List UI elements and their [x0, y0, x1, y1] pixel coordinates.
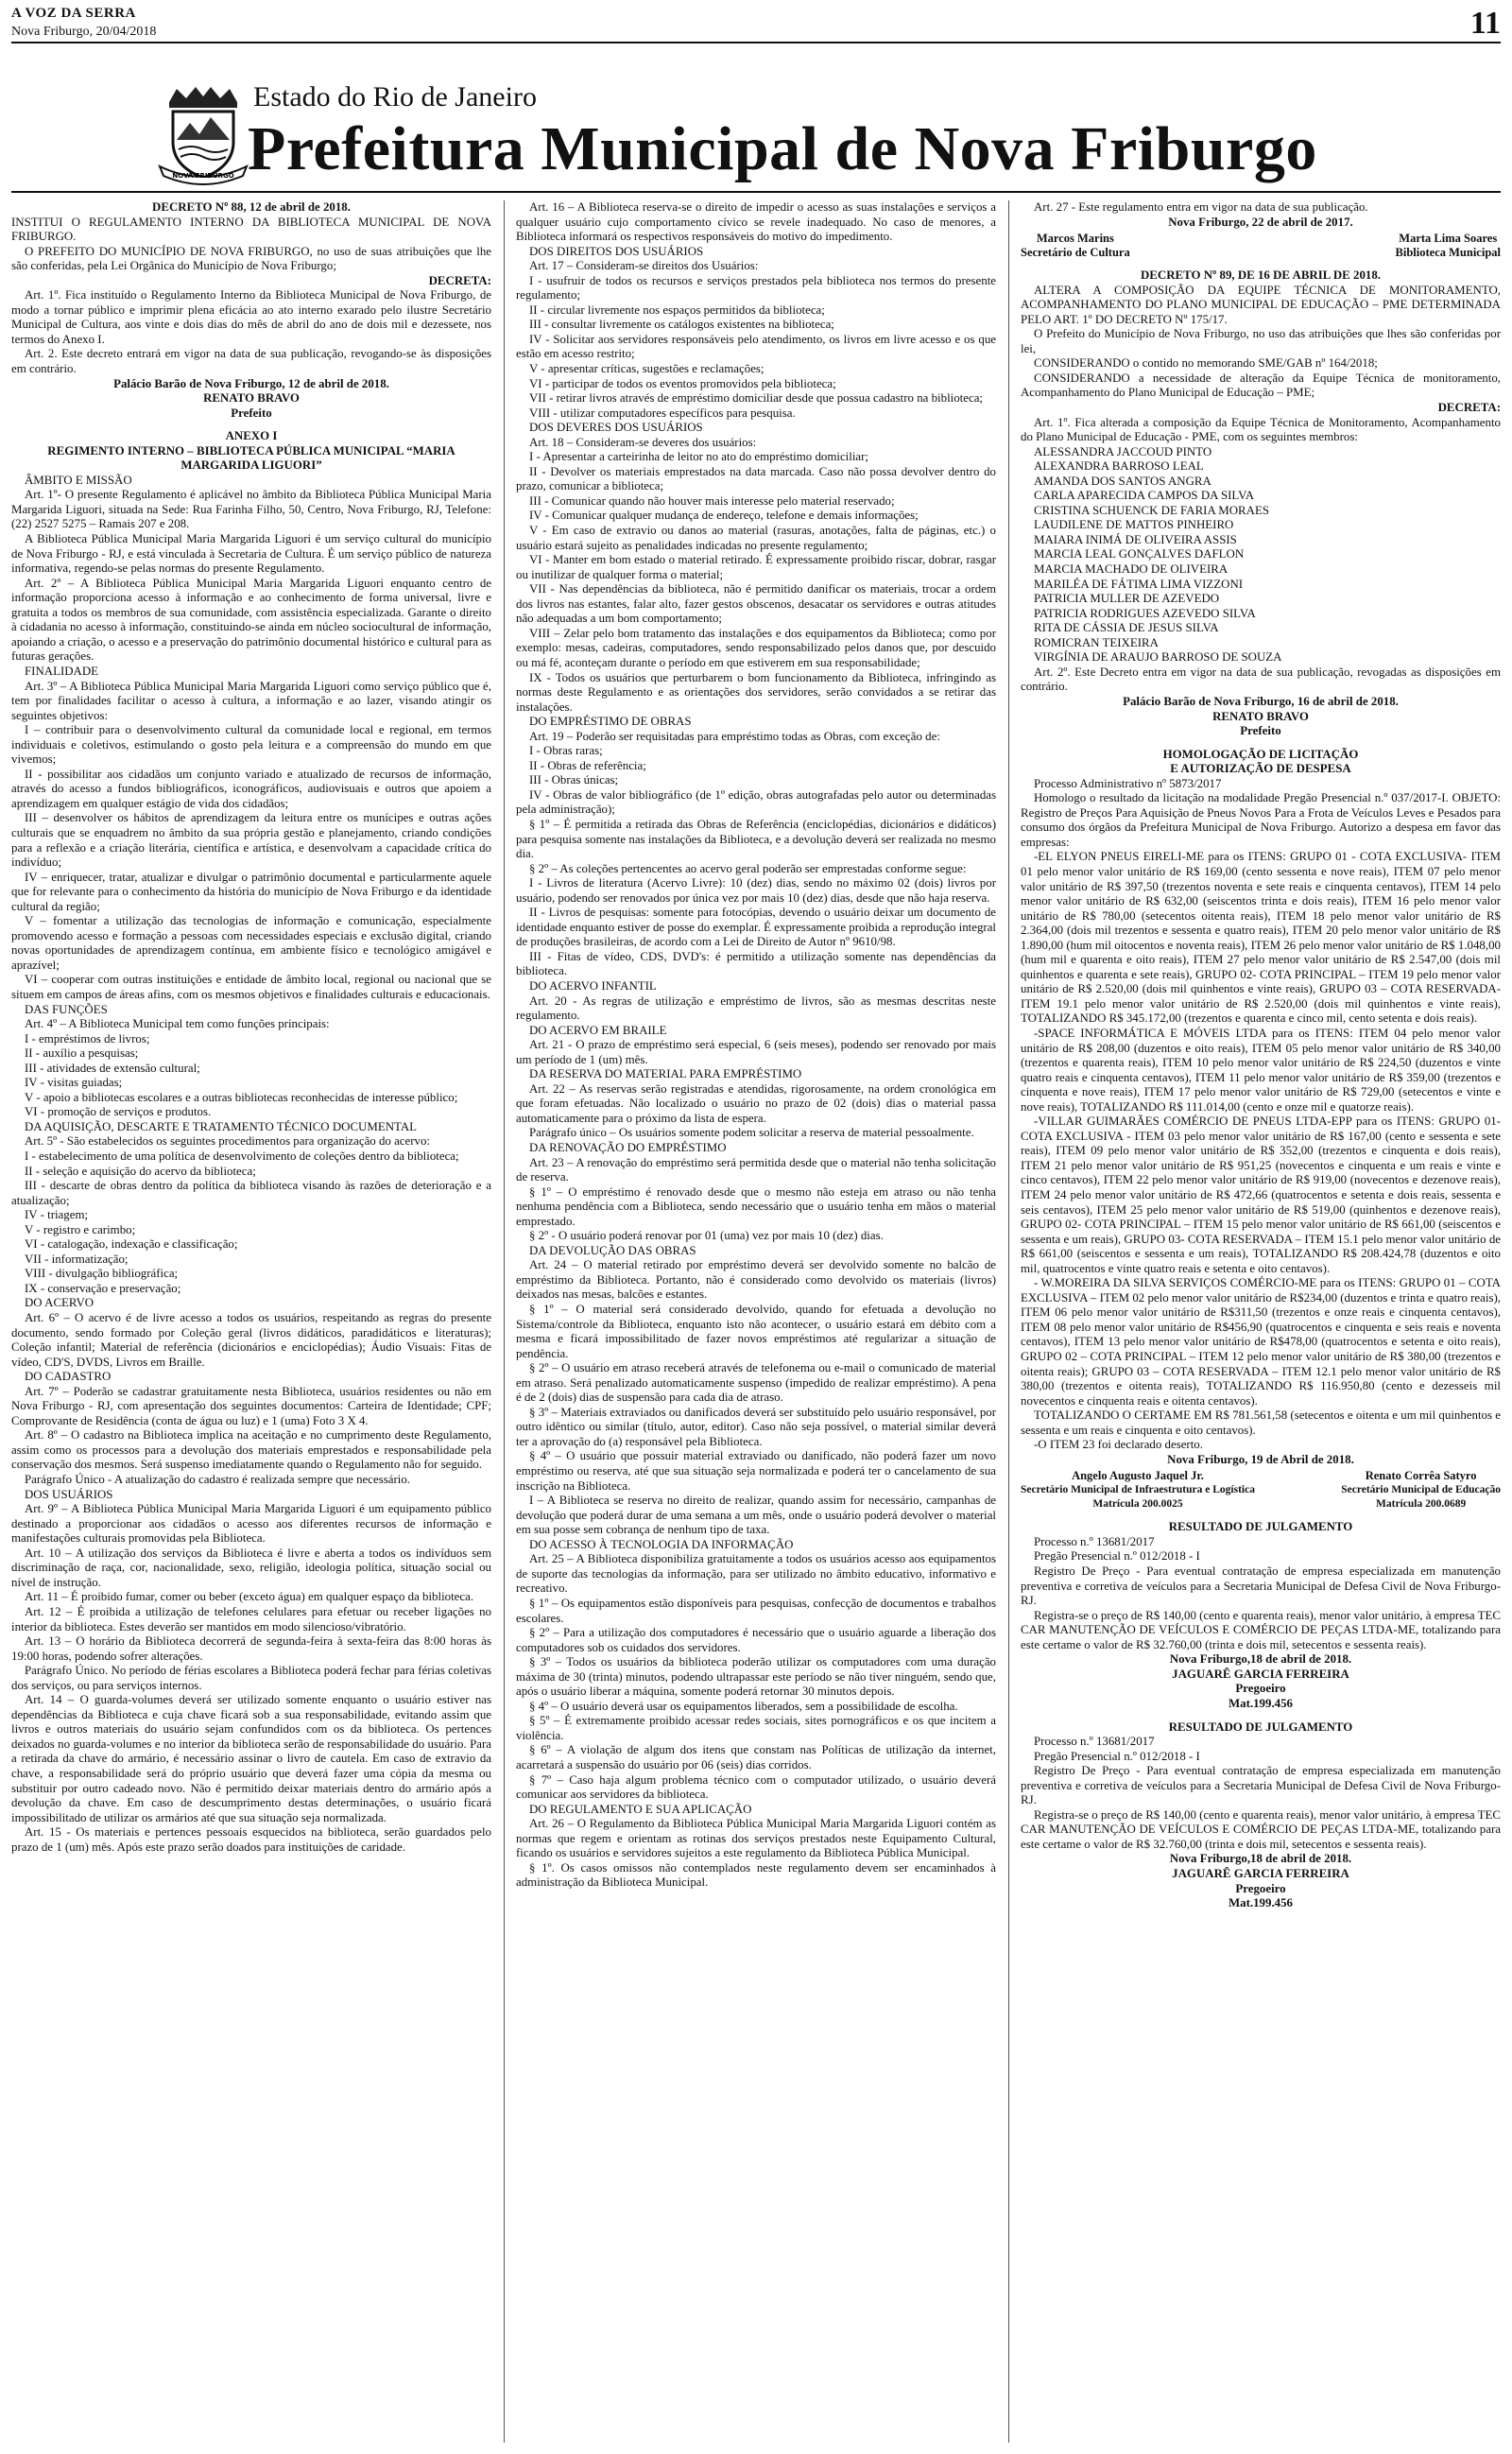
- column-divider: [1008, 200, 1009, 2443]
- section-heading: Nova Friburgo,18 de abril de 2018.: [1169, 1852, 1352, 1866]
- paragraph: IV - visitas guiadas;: [25, 1076, 123, 1090]
- paragraph: INSTITUI O REGULAMENTO INTERNO DA BIBLIOTECA MUNICIPAL DE NOVA FRIBURGO.: [11, 215, 491, 244]
- paragraph: IV - triagem;: [25, 1208, 89, 1222]
- masthead-title: Prefeitura Municipal de Nova Friburgo: [248, 114, 1317, 183]
- paragraph: VI - catalogação, indexação e classificação;: [25, 1237, 238, 1252]
- paragraph: § 3º – Todos os usuários da biblioteca poderão utilizar os computadores com uma duração máxima de 30 (trinta) minutos, podendo ultrapassar este período se não tiver ninguém, sendo que, após o usuário liberar a máquina, somente poderá retornar 30 minutos depois.: [516, 1655, 996, 1699]
- paragraph: III - descarte de obras dentro da política da biblioteca visando às razões de deterioração e a atualização;: [11, 1179, 491, 1207]
- section-heading: Mat.199.456: [1228, 1696, 1294, 1710]
- paragraph: II - Livros de pesquisas: somente para fotocópias, devendo o usuário deixar um documento de identidade enquanto estiver de posse do exemplar. É expressamente proibida a reprodução integral de produções brasileiras, de acordo com a Lei de Direito de Autor nº 9610/98.: [516, 906, 996, 949]
- masthead-rule: [11, 191, 1501, 193]
- paragraph: Art. 1º. Fica alterada a composição da Equipe Técnica de Monitoramento, Acompanhamento do Plano Municipal de Educação - PME, com os seguintes membros:: [1021, 415, 1501, 444]
- section-heading: REGIMENTO INTERNO – BIBLIOTECA PÚBLICA MUNICIPAL “MARIA MARGARIDA LIGUORI”: [47, 443, 455, 473]
- paragraph: CONSIDERANDO o contido no memorando SME/GAB nº 164/2018;: [1034, 356, 1378, 371]
- paragraph: I – A Biblioteca se reserva no direito de realizar, quando assim for necessário, campanhas de devolução que poderá durar de uma semana a um mês, onde o usuário poderá devolver o material em sua posse sem cobrança de nenhum tipo de taxa.: [516, 1494, 996, 1537]
- paragraph: Art. 26 – O Regulamento da Biblioteca Pública Municipal Maria Margarida Liguori contém as normas que regem e orientam as rotinas dos serviços prestados neste Equipamento Cultural, ficando os usuários e servidores sujeitos a este regulamento da Biblioteca Pública Municipal.: [516, 1817, 996, 1860]
- section-spacer: [1021, 1512, 1501, 1520]
- paragraph: - W.MOREIRA DA SILVA SERVIÇOS COMÉRCIO-ME para os ITENS: GRUPO 01 – COTA EXCLUSIVA – ITEM 02 pelo menor valor unitário de R$234,00 (duzentos e trinta e quatro reais), ITEM 06 pelo menor valor unitário de R$311,50 (trezentos e onze reais e cinquenta centavos), ITEM 08 pelo menor valor unitário de R$456,90 (quatrocentos e cinquenta e seis reais e noventa centavos), ITEM 13 pelo menor valor unitário de R$478,00 (quatrocentos e setenta e oito reais), GRUPO 02 – COTA PRINCIPAL – ITEM 12 pelo menor valor unitário de R$ 380,00 (trezentos e oitenta reais); GRUPO 03 – COTA RESERVADA – ITEM 12.1 pelo menor valor unitário de R$ 380,00 (trezentos e oitenta reais), TOTALIZANDO R$ 116.950,80 (cento e dezesseis mil novecentos e cinquenta reais e oitenta centavos).: [1021, 1276, 1501, 1408]
- section-heading: Nova Friburgo, 22 de abril de 2017.: [1168, 215, 1353, 229]
- paragraph: Registro De Preço - Para eventual contratação de empresa especializada em manutenção preventiva e corretiva de veículos para a Secretaria Municipal de Defesa Civil de Nova Friburgo- RJ.: [1021, 1764, 1501, 1807]
- paragraph: Processo n.º 13681/2017: [1034, 1534, 1155, 1548]
- paragraph: Art. 9º – A Biblioteca Pública Municipal Maria Margarida Liguori é um equipamento público destinado a proporcionar aos cidadãos o acesso aos diferentes recursos de informação e manifestações culturais promovidas pela Biblioteca.: [11, 1502, 491, 1546]
- paragraph: § 5º – É extremamente proibido acessar redes sociais, sites pornográficos e os que incitem a violência.: [516, 1714, 996, 1742]
- paragraph: Art. 14 – O guarda-volumes deverá ser utilizado somente enquanto o usuário estiver nas dependências da Biblioteca e cuja chave ficará sob a sua responsabilidade, evitando assim que livros e outros materiais do usuário sejam confundidos com os da biblioteca. Os pertences deixados no guarda-volumes e no interior da biblioteca serão de responsabilidade do usuário. Para a retirada da chave do armário, é necessário assinar o livro de cautela. Em caso de extravio da chave, a responsabilidade será do próprio usuário que deverá fazer uma cópia da mesma ou substituir por outro cadeado novo. Não é permitido deixar materiais dentro do armário após a devolução da chave. Em caso de descumprimento destas determinações, o usuário ficará impossibilitado de utilizar os armários até que sua situação seja normalizada.: [11, 1693, 491, 1824]
- section-spacer: [11, 421, 491, 429]
- paragraph: DA RENOVAÇÃO DO EMPRÉSTIMO: [529, 1141, 727, 1154]
- paragraph: § 2º - O usuário poderá renovar por 01 (uma) vez por mais 10 (dez) dias.: [529, 1229, 884, 1243]
- section-heading: RENATO BRAVO: [1212, 709, 1309, 723]
- paragraph: § 7º – Caso haja algum problema técnico com o computador utilizado, o usuário deverá comunicar aos servidores da biblioteca.: [516, 1772, 996, 1802]
- paragraph: DOS USUÁRIOS: [25, 1487, 113, 1501]
- paragraph: DO ACERVO INFANTIL: [529, 978, 657, 993]
- paragraph: ALEXANDRA BARROSO LEAL: [1034, 459, 1204, 474]
- signatory-role: Secretário Municipal de Infraestrutura e Logística: [1021, 1484, 1255, 1496]
- paragraph: II - circular livremente nos espaços permitidos da biblioteca;: [529, 302, 825, 317]
- paragraph: § 1º – O empréstimo é renovado desde que o mesmo não esteja em atraso ou não tenha nenhuma pendência com a Biblioteca, sendo necessário que o usuário tenha em mãos o material emprestado.: [516, 1184, 996, 1228]
- paragraph: § 1º – É permitida a retirada das Obras de Referência (enciclopédias, dicionários e didáticos) para pesquisa somente nas instalações da Biblioteca, e a devolução deverá ser realizada no mesmo dia.: [516, 817, 996, 861]
- paragraph: ROMICRAN TEIXEIRA: [1034, 635, 1159, 649]
- paragraph: Art. 19 – Poderão ser requisitadas para empréstimo todas as Obras, com exceção de:: [529, 729, 940, 743]
- paragraph: MAIARA INIMÁ DE OLIVEIRA ASSIS: [1034, 532, 1237, 546]
- paragraph: II - possibilitar aos cidadãos um conjunto variado e atualizado de recursos de informação, através do acesso a fundos bibliográficos, iconográficos, audiovisuais e outros que apoiem a aprendizagem em qualquer estágio de vida dos cidadãos;: [11, 767, 491, 810]
- paragraph: Art. 3º – A Biblioteca Pública Municipal Maria Margarida Liguori como serviço público que é, tem por finalidades facilitar o acesso à cultura, a informação e ao lazer, visando atingir os seguintes objetivos:: [11, 679, 491, 722]
- page-header: [11, 6, 1501, 43]
- paragraph: § 6º – A violação de algum dos itens que constam nas Políticas de utilização da internet, acarretará a suspensão do usuário por 06 (seis) dias corridos.: [516, 1743, 996, 1771]
- paragraph: DA RESERVA DO MATERIAL PARA EMPRÉSTIMO: [529, 1067, 802, 1081]
- paragraph: VI – cooperar com outras instituições e entidade de âmbito local, regional ou nacional que se situem em campos de áreas afins, com os mesmos objetivos e finalidades culturais e educacionais.: [11, 973, 491, 1001]
- paragraph: VII - informatização;: [25, 1252, 129, 1266]
- signatory-registration: Matrícula 200.0025: [1092, 1498, 1183, 1511]
- paragraph: DO ACESSO À TECNOLOGIA DA INFORMAÇÃO: [529, 1537, 794, 1551]
- paragraph: I - usufruir de todos os recursos e serviços prestados pela biblioteca nos termos do presente regulamento;: [516, 273, 996, 302]
- paragraph: § 2º – O usuário em atraso receberá através de telefonema ou e-mail o comunicado de material em atraso. Será penalizado automaticamente suspenso (impedido de realizar empréstimo). A pena é de 2 (dois) dias de suspensão para cada dia de atraso.: [516, 1361, 996, 1405]
- paragraph: O PREFEITO DO MUNICÍPIO DE NOVA FRIBURGO, no uso de suas atribuições que lhe são conferidas, pela Lei Orgânica do Município de Nova Friburgo;: [11, 244, 491, 273]
- paragraph: CARLA APARECIDA CAMPOS DA SILVA: [1034, 489, 1255, 503]
- paragraph: PATRICIA RODRIGUES AZEVEDO SILVA: [1034, 606, 1256, 620]
- paragraph: II - Obras de referência;: [529, 758, 646, 772]
- paragraph: § 1º – O material será considerado devolvido, quando for efetuada a devolução no Sistema/controle da Biblioteca, enquanto isto não acontecer, o usuário estará em débito com a mesma e ficará impossibilitado de fazer novos empréstimos até regularizar a situação de pendência.: [516, 1303, 996, 1360]
- paragraph: Art. 25 – A Biblioteca disponibiliza gratuitamente a todos os usuários acesso aos equipamentos de suporte das tecnologias da informação, para ser utilizado no âmbito educativo, informativo e recreativo.: [516, 1552, 996, 1596]
- paragraph: III - Comunicar quando não houver mais interesse pelo material reservado;: [529, 493, 895, 508]
- paragraph: ALTERA A COMPOSIÇÃO DA EQUIPE TÉCNICA DE MONITORAMENTO, ACOMPANHAMENTO DO PLANO MUNICIPAL DE EDUCAÇÃO – PME DETERMINADA PELO ART. 1º DO DECRETO Nº 175/17.: [1021, 283, 1501, 326]
- paragraph: III - consultar livremente os catálogos existentes na biblioteca;: [529, 318, 834, 332]
- paragraph: VIII - utilizar computadores específicos para pesquisa.: [529, 406, 796, 420]
- paragraph: Art. 1º. Fica instituído o Regulamento Interno da Biblioteca Municipal de Nova Friburgo, de modo a tornar público e imprimir plena eficácia ao ato interno exarado pelo ilustre Secretário Municipal de Cultura, aos vinte e dois dias do mês de abril do ano de dois mil e dezessete, nos termos do Anexo I.: [11, 288, 491, 346]
- paragraph: III - atividades de extensão cultural;: [25, 1061, 200, 1075]
- paragraph: VI - promoção de serviços e produtos.: [25, 1105, 212, 1119]
- section-spacer: [1021, 260, 1501, 268]
- paragraph: DAS FUNÇÕES: [25, 1002, 108, 1016]
- paragraph: Art. 6º – O acervo é de livre acesso a todos os usuários, respeitando as regras do presente documento, sendo formado por Coleção geral (livros didáticos, paradidáticos e literaturas); Coleção infantil; Material de referência (dicionários e enciclopédias); Áudio Visuais: Fitas de vídeo, CD'S, DVDS, Livros em Braille.: [11, 1311, 491, 1369]
- paragraph: IV - Obras de valor bibliográfico (de 1º edição, obras autografadas pelo autor ou determinadas pela administração);: [516, 787, 996, 817]
- section-heading: Prefeito: [1240, 724, 1281, 738]
- paragraph: Art. 1º- O presente Regulamento é aplicável no âmbito da Biblioteca Pública Municipal Maria Margarida Liguori, situada na Sede: Rua Farinha Filho, 50, Centro, Nova Friburgo, RJ, Telefone: (22) 2527 5275 – Ramais 207 e 208.: [11, 488, 491, 531]
- paragraph: TOTALIZANDO O CERTAME EM R$ 781.561,58 (setecentos e oitenta e um mil quinhentos e sessenta e um reais e cinquenta e oito centavos).: [1021, 1408, 1501, 1437]
- paragraph: Registra-se o preço de R$ 140,00 (cento e quarenta reais), menor valor unitário, à empresa TEC CAR MANUTENÇÃO DE VEÍCULOS E COMÉRCIO DE PEÇAS LTDA-ME, totalizando para este certame o valor de R$ 32.760,00 (trinta e dois mil, setecentos e sessenta reais).: [1021, 1608, 1501, 1651]
- library-signatures: [1021, 232, 1501, 260]
- paragraph: Art. 12 – É proibida a utilização de telefones celulares para efetuar ou receber ligações no interior da biblioteca. Estes deverão ser mantidos em modo silencioso/vibratório.: [11, 1604, 491, 1633]
- signatory-role: Biblioteca Municipal: [1395, 246, 1501, 260]
- paragraph: Parágrafo único – Os usuários somente podem solicitar a reserva de material pessoalmente.: [529, 1126, 974, 1140]
- signatory-name: Angelo Augusto Jaquel Jr.: [1072, 1469, 1204, 1483]
- section-heading: RESULTADO DE JULGAMENTO: [1168, 1520, 1353, 1534]
- section-heading: Mat.199.456: [1228, 1896, 1294, 1910]
- section-heading: JAGUARÊ GARCIA FERREIRA: [1172, 1866, 1349, 1880]
- paragraph: DO CADASTRO: [25, 1370, 112, 1384]
- section-heading: DECRETO Nº 89, DE 16 DE ABRIL DE 2018.: [1141, 268, 1381, 283]
- paragraph: DOS DEVERES DOS USUÁRIOS: [529, 421, 703, 435]
- paragraph: Art. 13 – O horário da Biblioteca decorrerá de segunda-feira à sexta-feira das 8:00 horas às 19:00 horas, podendo sofrer alterações.: [11, 1634, 491, 1663]
- section-heading: Prefeito: [231, 406, 272, 420]
- paragraph: Art. 11 – É proibido fumar, comer ou beber (exceto água) em qualquer espaço da biblioteca.: [25, 1590, 474, 1604]
- column-3: [1021, 200, 1501, 2443]
- column-2: [516, 200, 996, 2443]
- paragraph: Art. 23 – A renovação do empréstimo será permitida desde que o material não tenha solicitação de reserva.: [516, 1155, 996, 1184]
- paragraph: -EL ELYON PNEUS EIRELI-ME para os ITENS: GRUPO 01 - COTA EXCLUSIVA- ITEM 01 pelo menor valor unitário de R$ 169,00 (cento sessenta e nove reais), ITEM 07 pelo menor valor unitário de R$ 397,50 (trezentos noventa e sete reais e cinquenta centavos), ITEM 14 pelo menor valor unitário de R$ 632,00 (seiscentos trinta e dois reais), ITEM 16 pelo menor valor unitário de R$ 780,00 (setecentos oitenta reais), ITEM 18 pelo menor valor unitário de R$ 2.364,00 (dois mil trezentos e sessenta e quatro reais), ITEM 20 pelo menor valor unitário de R$ 1.890,00 (hum mil oitocentos e noventa reais), ITEM 26 pelo menor valor unitário de R$ 1.048,00 (hum mil e quarenta e oito reais), ITEM 27 pelo menor valor unitário de R$ 2.547,00 (dois mil quinhentos e quarenta e sete reais), GRUPO 02- COTA PRINCIPAL – ITEM 19 pelo menor valor unitário de R$ 2.520,00 (dois mil quinhentos e vinte reais), GRUPO 03 – COTA RESERVADA- ITEM 19.1 pelo menor valor unitário de R$ 2.520,00 (dois mil quinhentos e vinte reais), TOTALIZANDO R$ 345.172,00 (trezentos e quarenta e cinco mil, cento setenta e dois reais).: [1021, 850, 1501, 1026]
- paragraph: VI - participar de todos os eventos promovidos pela biblioteca;: [529, 376, 836, 390]
- paragraph: § 1º – Os equipamentos estão disponíveis para pesquisas, confecção de documentos e trabalhos escolares.: [516, 1596, 996, 1625]
- paragraph: I - Livros de literatura (Acervo Livre): 10 (dez) dias, sendo no máximo 02 (dois) livros por usuário, podendo ser renovados por única vez por mais 10 (dez) dias, desde que não haja reserva.: [516, 876, 996, 905]
- paragraph: DO ACERVO: [25, 1296, 94, 1310]
- section-heading: Palácio Barão de Nova Friburgo, 12 de abril de 2018.: [113, 376, 389, 390]
- section-spacer: [1021, 739, 1501, 748]
- page-number: 11: [1469, 6, 1501, 41]
- signatory-registration: Matrícula 200.0689: [1376, 1498, 1467, 1511]
- section-heading: JAGUARÊ GARCIA FERREIRA: [1172, 1667, 1349, 1681]
- paragraph: Art. 10 – A utilização dos serviços da Biblioteca é livre e aberta a todos os indivíduos sem discriminação de raça, cor, nacionalidade, sexo, religião, ideologia política, situação social ou nível de instrução.: [11, 1546, 491, 1589]
- paragraph: Processo n.º 13681/2017: [1034, 1735, 1155, 1749]
- paragraph: PATRICIA MULLER DE AZEVEDO: [1034, 592, 1220, 606]
- paragraph: Art. 18 – Consideram-se deveres dos usuários:: [529, 435, 757, 449]
- section-heading: Pregoeiro: [1235, 1881, 1286, 1895]
- paragraph: Processo Administrativo nº 5873/2017: [1034, 776, 1222, 790]
- paragraph: VIII - divulgação bibliográfica;: [25, 1267, 179, 1281]
- paragraph: MARILÉA DE FÁTIMA LIMA VIZZONI: [1034, 577, 1244, 591]
- paragraph: DOS DIREITOS DOS USUÁRIOS: [529, 244, 704, 258]
- paragraph: Parágrafo Único - A atualização do cadastro é realizada sempre que necessário.: [25, 1473, 411, 1487]
- paragraph: FINALIDADE: [25, 664, 99, 678]
- col3-top-block: [1021, 200, 1501, 230]
- paragraph: IV – enriquecer, tratar, atualizar e divulgar o patrimônio documental e particularmente aquele que for relevante para o conhecimento da história do município de Nova Friburgo e da identidade cultural da região;: [11, 870, 491, 913]
- paragraph: VIII – Zelar pelo bom tratamento das instalações e dos equipamentos da Biblioteca; como por exemplo: mesas, cadeiras, computadores, sendo responsabilizado pelos danos que, por descuido ou má fé, aconteçam durante o período em que estiverem em sua responsabilidade;: [516, 626, 996, 669]
- signature-block: [1396, 232, 1501, 260]
- paragraph: DO EMPRÉSTIMO DE OBRAS: [529, 715, 692, 729]
- paragraph: MARCIA LEAL GONÇALVES DAFLON: [1034, 547, 1245, 562]
- paragraph: -O ITEM 23 foi declarado deserto.: [1034, 1438, 1203, 1452]
- paragraph: III – desenvolver os hábitos de aprendizagem da leitura entre os munícipes e outras ações culturais que se enquadrem no âmbito da sua própria gestão e planejamento, criando condições para a reflexão e a criação literária, científica e artística, e desenvolvam a capacidade crítica do indivíduo;: [11, 811, 491, 870]
- paragraph: III - Obras únicas;: [529, 773, 619, 787]
- section-heading: Nova Friburgo,18 de abril de 2018.: [1169, 1652, 1352, 1667]
- paragraph: § 3º – Materiais extraviados ou danificados deverá ser substituído pelo usuário responsável, por outro idêntico ou similar (título, autor, editor). Caso não seja possível, o material similar deverá ter a aprovação do (a) responsável pela Biblioteca.: [516, 1405, 996, 1448]
- paragraph: VIRGÍNIA DE ARAUJO BARROSO DE SOUZA: [1034, 650, 1282, 665]
- paragraph: Art. 2º – A Biblioteca Pública Municipal Maria Margarida Liguori enquanto centro de informação proporciona acesso à informação e ao conhecimento de forma universal, livre e gratuita a todos os membros de sua comunidade, com assistência especializada. Garante o direito à cidadania no acesso à informação, constituindo-se ainda em núcleo sociocultural de informação, apoiando a criação, o acesso e a preservação do patrimônio documental histórico e cultural para as futuras gerações.: [11, 576, 491, 664]
- paragraph: Art. 15 - Os materiais e pertences pessoais esquecidos na biblioteca, serão guardados pelo prazo de 1 (um) mês. Após este prazo serão doados para instituições de caridade.: [11, 1825, 491, 1854]
- paragraph: DA DEVOLUÇÃO DAS OBRAS: [529, 1243, 696, 1257]
- section-heading: Nova Friburgo, 19 de Abril de 2018.: [1167, 1452, 1354, 1466]
- paragraph: V - apoio a bibliotecas escolares e a outras bibliotecas reconhecidas de interesse público;: [25, 1090, 458, 1104]
- paragraph: CONSIDERANDO a necessidade de alteração da Equipe Técnica de monitoramento, Acompanhamento do Plano Municipal de Educação – PME;: [1021, 371, 1501, 400]
- paragraph: § 2º – Para a utilização dos computadores é necessário que o usuário aguarde a liberação dos computadores sob os cuidados dos servidores.: [516, 1626, 996, 1654]
- signatory-name: Marcos Marins: [1036, 232, 1114, 246]
- paragraph: Art. 22 – As reservas serão registradas e atendidas, rigorosamente, na ordem cronológica em que foram efetuadas. Não localizado o usuário no prazo de 02 (dois) dias o material passa automaticamente para o próximo da lista de espera.: [516, 1081, 996, 1125]
- column-1: [11, 200, 491, 2443]
- paragraph: CRISTINA SCHUENCK DE FARIA MORAES: [1034, 503, 1270, 517]
- section-heading: Pregoeiro: [1235, 1682, 1286, 1696]
- section-heading: DECRETA:: [1437, 401, 1501, 415]
- paragraph: III - Fitas de vídeo, CDS, DVD's: é permitido a utilização somente nas dependências da biblioteca.: [516, 949, 996, 978]
- column-divider: [504, 200, 505, 2443]
- paragraph: § 2º – As coleções pertencentes ao acervo geral poderão ser emprestadas conforme segue:: [529, 861, 967, 875]
- signatory-name: Marta Lima Soares: [1399, 232, 1498, 246]
- paragraph: Art. 24 – O material retirado por empréstimo deverá ser devolvido somente no balcão de empréstimo da Biblioteca. Portanto, não é considerado como devolvido os materiais (livros) deixados nas mesas, balcões e estantes.: [516, 1258, 996, 1302]
- section-heading: RESULTADO DE JULGAMENTO: [1168, 1720, 1353, 1734]
- paragraph: Art. 2. Este decreto entrará em vigor na data de sua publicação, revogando-se às disposições em contrário.: [11, 347, 491, 376]
- paragraph: MARCIA MACHADO DE OLIVEIRA: [1034, 562, 1228, 577]
- paragraph: Art. 20 - As regras de utilização e empréstimo de livros, são as mesmas descritas neste regulamento.: [516, 994, 996, 1023]
- section-spacer: [1021, 1712, 1501, 1720]
- coat-of-arms-icon: [156, 83, 250, 185]
- paragraph: Art. 16 – A Biblioteca reserva-se o direito de impedir o acesso as suas instalações e serviços a qualquer usuário cujo comportamento cívico se revele inadequado. No caso de menores, a Biblioteca informará os respectivos responsáveis do motivo do impedimento.: [516, 200, 996, 244]
- section-heading: ANEXO I: [225, 429, 278, 443]
- paragraph: I - empréstimos de livros;: [25, 1031, 150, 1046]
- signature-block: [1021, 1469, 1255, 1512]
- signature-block: [1021, 232, 1130, 260]
- paragraph: Art. 17 – Consideram-se direitos dos Usuários:: [529, 259, 759, 273]
- section-heading: DECRETA:: [428, 273, 491, 287]
- paragraph: DO ACERVO EM BRAILE: [529, 1023, 667, 1037]
- paragraph: V - Em caso de extravio ou danos ao material (rasuras, anotações, falta de páginas, etc.) o usuário estará sujeito as penalidades indicadas no presente regulamento;: [516, 524, 996, 552]
- paragraph: Art. 8º – O cadastro na Biblioteca implica na aceitação e no cumprimento deste Regulamento, assim como os processos para a devolução dos materiais emprestados e responsabilidade pela conservação dos mesmos. Será suspenso imediatamente quando o Regulamento não for seguido.: [11, 1428, 491, 1472]
- paragraph: Art. 27 - Este regulamento entra em vigor na data de sua publicação.: [1034, 200, 1368, 214]
- signatory-role: Secretário Municipal de Educação: [1341, 1484, 1501, 1496]
- paragraph: IX - conservação e preservação;: [25, 1281, 181, 1295]
- section-heading: HOMOLOGAÇÃO DE LICITAÇÃO: [1162, 747, 1359, 761]
- signatory-name: Renato Corrêa Satyro: [1365, 1469, 1477, 1483]
- paragraph: § 4º – O usuário deverá usar os equipamentos liberados, sem a possibilidade de escolha.: [529, 1699, 958, 1713]
- paragraph: I - Apresentar a carteirinha de leitor no ato do empréstimo domiciliar;: [529, 450, 869, 464]
- paragraph: I – contribuir para o desenvolvimento cultural da comunidade local e regional, em termos individuais e coletivos, estimulando o gosto pela leitura e a compreensão do mundo em que vivemos;: [11, 723, 491, 767]
- paragraph: Art. 5º - São estabelecidos os seguintes procedimentos para organização do acervo:: [25, 1134, 431, 1149]
- paragraph: V - registro e carimbo;: [25, 1222, 136, 1236]
- paragraph: II - seleção e aquisição do acervo da biblioteca;: [25, 1164, 256, 1178]
- paragraph: § 1º. Os casos omissos não contemplados neste regulamento devem ser encaminhados à administração da Biblioteca Municipal.: [516, 1860, 996, 1890]
- edition-date: Nova Friburgo, 20/04/2018: [11, 25, 157, 39]
- paragraph: Homologo o resultado da licitação na modalidade Pregão Presencial n.º 037/2017-I. OBJETO: Registro de Preços Para Aquisição de Pneus Novos Para a Frota de Veículos Leves e Pesados para consumo dos órgãos da Prefeitura Municipal de Nova Friburgo. Autorizo a despesa em favor das empresas:: [1021, 791, 1501, 849]
- masthead: [132, 66, 1389, 189]
- paragraph: VII - Nas dependências da biblioteca, não é permitido danificar os materiais, trocar a ordem dos livros nas estantes, falar alto, fazer gestos obscenos, desacatar os servidores e outras atitudes não adequadas a um bom comportamento;: [516, 582, 996, 626]
- section-heading: E AUTORIZAÇÃO DE DESPESA: [1170, 762, 1351, 776]
- section-heading: Palácio Barão de Nova Friburgo, 16 de abril de 2018.: [1123, 694, 1399, 708]
- paragraph: Pregão Presencial n.º 012/2018 - I: [1034, 1749, 1200, 1763]
- paragraph: VII - retirar livros através de empréstimo domiciliar desde que possua cadastro na biblioteca;: [529, 391, 984, 406]
- paragraph: LAUDILENE DE MATTOS PINHEIRO: [1034, 518, 1234, 532]
- paragraph: Art. 21 - O prazo de empréstimo será especial, 6 (seis meses), podendo ser renovado por mais um período de 1 (um) mês.: [516, 1038, 996, 1066]
- paragraph: II - Devolver os materiais emprestados na data marcada. Caso não possa devolver dentro do prazo, comunicar a biblioteca;: [516, 464, 996, 493]
- paragraph: I - estabelecimento de uma política de desenvolvimento de coleções dentro da biblioteca;: [25, 1149, 459, 1163]
- homologation-signatures: [1021, 1469, 1501, 1512]
- paragraph: DA AQUISIÇÃO, DESCARTE E TRATAMENTO TÉCNICO DOCUMENTAL: [25, 1119, 418, 1133]
- paragraph: AMANDA DOS SANTOS ANGRA: [1034, 474, 1211, 488]
- paragraph: I - Obras raras;: [529, 744, 603, 758]
- paragraph: § 4º – O usuário que possuir material extraviado ou danificado, não poderá fazer um novo empréstimo ou reserva, até que sua situação seja normalizada e poderá ter o cancelamento de sua inscrição na Biblioteca.: [516, 1449, 996, 1493]
- paragraph: Registro De Preço - Para eventual contratação de empresa especializada em manutenção preventiva e corretiva de veículos para a Secretaria Municipal de Defesa Civil de Nova Friburgo- RJ.: [1021, 1564, 1501, 1608]
- paragraph: -VILLAR GUIMARÃES COMÉRCIO DE PNEUS LTDA-EPP para os ITENS: GRUPO 01- COTA EXCLUSIVA - ITEM 03 pelo menor valor unitário de R$ 167,00 (cento e sessenta e sete reais), ITEM 09 pelo menor valor unitário de R$ 352,00 (trezentos e cinquenta e dois reais), ITEM 21 pelo menor valor unitário de R$ 951,25 (novecentos e cinquenta e um reais e vinte e cinco centavos), ITEM 22 pelo menor valor unitário de R$ 919,00 (novecentos e dezenove reais), ITEM 24 pelo menor valor unitário de R$ 472,66 (quatrocentos e setenta e dois reais, sessenta e seis centavos), ITEM 25 pelo menor valor unitário de R$ 519,00 (quinhentos e dezenove reais), GRUPO 02- COTA PRINCIPAL – ITEM 15 pelo menor valor unitário de R$ 661,00 (seiscentos e sessenta e um reais), GRUPO 03- COTA RESERVADA – ITEM 15.1 pelo menor valor unitário de R$ 661,00 (seiscentos e sessenta e um reais), TOTALIZANDO R$ 208.424,78 (duzentos e oito mil, quatrocentos e vinte quatro reais e setenta e oito centavos).: [1021, 1115, 1501, 1275]
- section-heading: DECRETO Nº 88, 12 de abril de 2018.: [152, 200, 351, 214]
- paragraph: DO REGULAMENTO E SUA APLICAÇÃO: [529, 1802, 752, 1816]
- paragraph: IX - Todos os usuários que perturbarem o bom funcionamento da Biblioteca, infringindo as normas deste Regulamento e as orientações dos servidores, serão convidados a se retirar das instalações.: [516, 670, 996, 714]
- paragraph: Art. 2º. Este Decreto entra em vigor na data de sua publicação, revogadas as disposições em contrário.: [1021, 665, 1501, 694]
- col3-mid-block: [1021, 260, 1501, 1467]
- paragraph: VI - Manter em bom estado o material retirado. É expressamente proibido riscar, dobrar, rasgar ou inutilizar de qualquer forma o material;: [516, 553, 996, 581]
- paragraph: Art. 4º – A Biblioteca Municipal tem como funções principais:: [25, 1017, 330, 1031]
- paragraph: II - auxílio a pesquisas;: [25, 1046, 139, 1061]
- paragraph: ÂMBITO E MISSÃO: [25, 473, 132, 487]
- paragraph: IV - Comunicar qualquer mudança de endereço, telefone e demais informações;: [529, 509, 919, 523]
- newspaper-name: A VOZ DA SERRA: [11, 6, 136, 21]
- state-name: Estado do Rio de Janeiro: [253, 81, 537, 112]
- paragraph: IV - Solicitar aos servidores responsáveis pelo atendimento, os livros em livre acesso e os que estão em acesso restrito;: [516, 332, 996, 361]
- paragraph: V - apresentar críticas, sugestões e reclamações;: [529, 362, 765, 376]
- paragraph: RITA DE CÁSSIA DE JESUS SILVA: [1034, 621, 1219, 635]
- crest-banner-text: NOVA FRIBURGO: [172, 172, 234, 180]
- col3-bottom-block: [1021, 1512, 1501, 1910]
- signatory-role: Secretário de Cultura: [1021, 246, 1130, 260]
- paragraph: ALESSANDRA JACCOUD PINTO: [1034, 444, 1212, 458]
- paragraph: Pregão Presencial n.º 012/2018 - I: [1034, 1549, 1200, 1564]
- section-heading: RENATO BRAVO: [203, 391, 300, 406]
- paragraph: A Biblioteca Pública Municipal Maria Margarida Liguori é um serviço cultural do município de Nova Friburgo - RJ, e está vinculada à Secretaria de Cultura. É um serviço público de natureza informativa, regendo-se pelas normas do presente Regulamento.: [11, 532, 491, 576]
- paragraph: Registra-se o preço de R$ 140,00 (cento e quarenta reais), menor valor unitário, à empresa TEC CAR MANUTENÇÃO DE VEÍCULOS E COMÉRCIO DE PEÇAS LTDA-ME, totalizando para este certame o valor de R$ 32.760,00 (trinta e dois mil, setecentos e sessenta reais).: [1021, 1807, 1501, 1851]
- signature-block: [1341, 1469, 1501, 1512]
- paragraph: O Prefeito do Município de Nova Friburgo, no uso das atribuições que lhes são conferidas por lei,: [1021, 327, 1501, 355]
- paragraph: Art. 7º – Poderão se cadastrar gratuitamente nesta Biblioteca, usuários residentes ou não em Nova Friburgo - RJ, com apresentação dos seguintes documentos: Carteira de Identidade; CPF; Comprovante de Residência (conta de água ou luz) e 1 (uma) Foto 3 X 4.: [11, 1384, 491, 1427]
- paragraph: Parágrafo Único. No período de férias escolares a Biblioteca poderá fechar para férias coletivas dos serviços, ou para serviços internos.: [11, 1664, 491, 1692]
- paragraph: -SPACE INFORMÁTICA E MÓVEIS LTDA para os ITENS: ITEM 04 pelo menor valor unitário de R$ 208,00 (duzentos e oito reais), ITEM 05 pelo menor valor unitário de R$ 340,00 (trezentos e quarenta reais), ITEM 10 pelo menor valor unitário de R$ 224,50 (duzentos e vinte quatro reais e cinquenta centavos), ITEM 11 pelo menor valor unitário de R$ 359,00 (trezentos e cinquenta e nove reais), ITEM 17 pelo menor valor unitário de R$ 729,00 (setecentos e vinte e nove reais), TOTALIZANDO R$ 111.014,00 (cento e onze mil e quatorze reais).: [1021, 1026, 1501, 1114]
- paragraph: V – fomentar a utilização das tecnologias de informação e comunicação, especialmente promovendo acesso e formação a pessoas com necessidades especiais e exclusão digital, criando novas oportunidades de aprendizagem contínua, em ambiente físico e tecnológico amigável e aprazível;: [11, 914, 491, 972]
